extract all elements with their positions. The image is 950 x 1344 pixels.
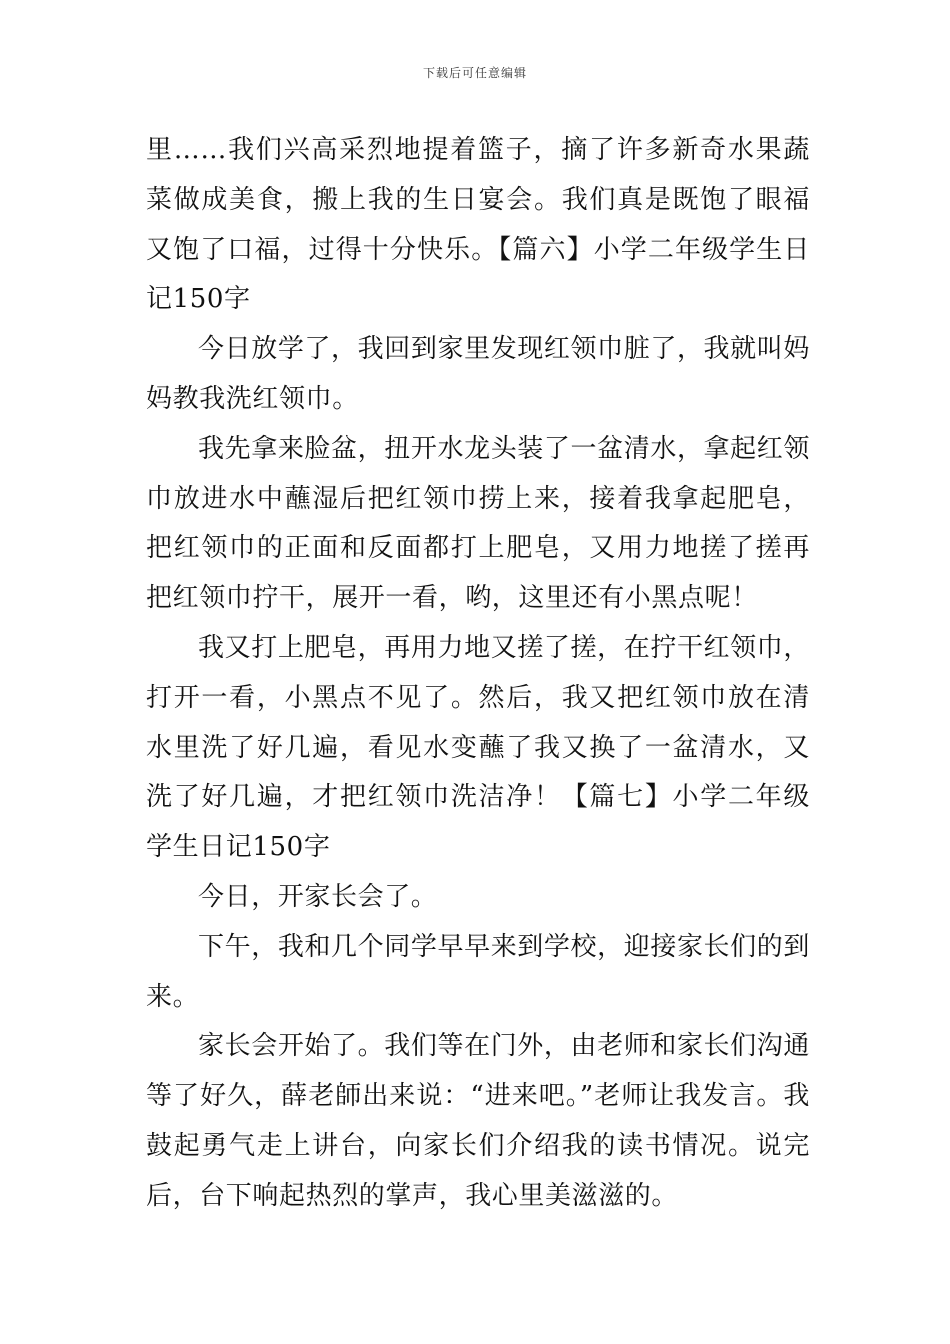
paragraph-7: 家长会开始了。我们等在门外，由老师和家长们沟通等了好久，薛老師出来说：“进来吧。”老师让我发言。我鼓起勇气走上讲台，向家长们介绍我的读书情况。说完后，台下响起热烈的掌声，我心里美滋滋的。	[146, 1031, 810, 1211]
paragraph-5: 今日，开家长会了。	[198, 881, 438, 912]
paragraph-6: 下午，我和几个同学早早来到学校，迎接家长们的到来。	[146, 931, 810, 1012]
paragraph-4: 我又打上肥皂，再用力地又搓了搓，在拧干红领巾，打开一看，小黑点不见了。然后，我又把红领巾放在清水里洗了好几遍，看见水变蘸了我又换了一盆清水，又洗了好几遍，才把红领巾洗洁净！【篇七】小学二年级学生日记150字	[146, 632, 810, 863]
paragraph-3: 我先拿来脸盆，扭开水龙头装了一盆清水，拿起红领巾放进水中蘸湿后把红领巾捞上来，接着我拿起肥皂，把红领巾的正面和反面都打上肥皂，又用力地搓了搓再把红领巾拧干，展开一看，哟，这里还有小黑点呢！	[146, 433, 810, 614]
paragraph-2: 今日放学了，我回到家里发现红领巾脏了，我就叫妈妈教我洗红领巾。	[146, 334, 810, 414]
page-header: 下载后可任意编辑	[422, 66, 527, 80]
paragraph-1: 里……我们兴高采烈地提着篮子，摘了许多新奇水果蔬菜做成美食，搬上我的生日宴会。我们真是既饱了眼福又饱了口福，过得十分快乐。【篇六】小学二年级学生日记150字	[146, 135, 810, 315]
document-body	[146, 126, 810, 1222]
